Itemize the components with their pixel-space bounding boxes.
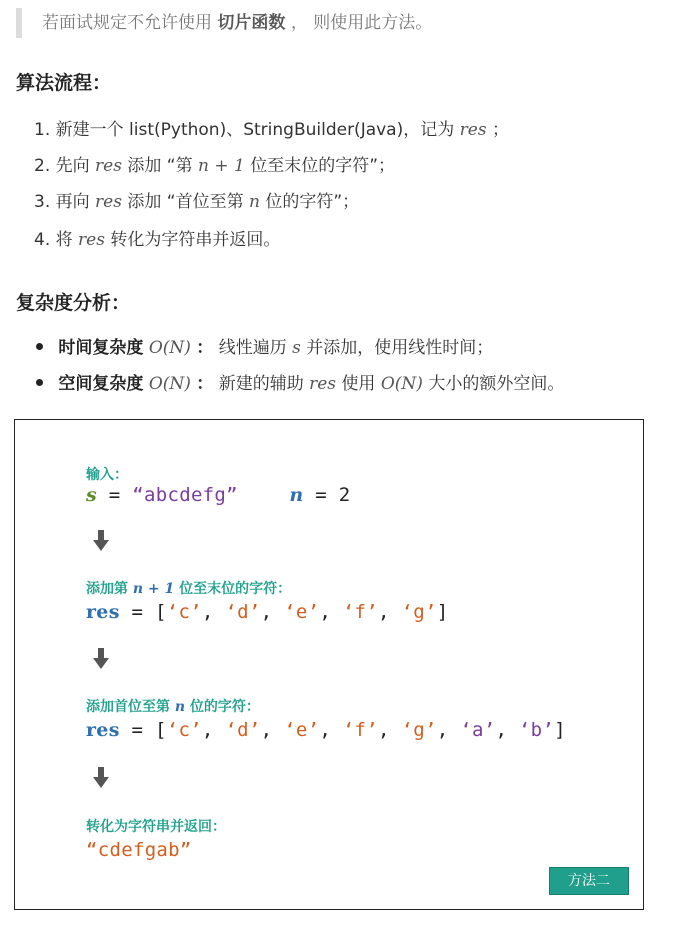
var-n: n <box>289 484 304 506</box>
step-text: 添加 “第 <box>127 156 193 176</box>
math-res: res <box>78 230 105 250</box>
note-prefix: 若面试规定不允许使用 <box>42 13 212 33</box>
bullet-dot <box>36 379 43 386</box>
math-s: s <box>292 338 301 358</box>
step2-label <box>86 696 260 716</box>
method-tag: 方法二 <box>549 867 629 895</box>
equals: = <box>131 719 144 741</box>
step-number: 3. <box>34 192 51 212</box>
step3-label: 转化为字符串并返回： <box>86 819 226 835</box>
note-suffix: ， 则使用此方法。 <box>290 13 433 33</box>
step1-suffix: 位至末位的字符： <box>179 581 292 597</box>
list-item: ‘f’ <box>342 601 379 623</box>
step2-math: n <box>174 699 186 715</box>
list-item: ‘e’ <box>284 601 320 623</box>
res-line-1: res = [‘c’, ‘d’, ‘e’, ‘f’, ‘g’] <box>86 601 449 623</box>
equals: = <box>131 601 144 623</box>
step-text: 将 <box>55 230 73 250</box>
step-text: ； <box>491 120 509 140</box>
step2-suffix: 位的字符： <box>189 699 260 715</box>
list-item: ‘b’ <box>518 719 555 741</box>
step-1 <box>34 118 509 142</box>
method-diagram <box>14 419 644 910</box>
math-n: n <box>249 192 260 212</box>
big-o: O(N) <box>148 338 191 358</box>
down-arrow-icon <box>93 767 109 789</box>
complexity-text: 新建的辅助 <box>218 374 304 394</box>
step2-prefix: 添加首位至第 <box>86 699 170 715</box>
complexity-text: 大小的额外空间。 <box>428 374 565 394</box>
step1-label <box>86 578 291 598</box>
math-res: res <box>459 120 487 140</box>
step-2 <box>34 154 395 178</box>
math-n-plus-1: n + 1 <box>198 156 245 176</box>
step1-math: n + 1 <box>132 581 175 597</box>
list-item: ‘d’ <box>225 719 261 741</box>
step-text: 添加 “首位至第 <box>127 192 244 212</box>
step-number: 2. <box>34 156 51 176</box>
list-item: ‘g’ <box>401 719 437 741</box>
note-bold: 切片函数 <box>217 13 286 33</box>
step-text: 位至末位的字符”； <box>250 156 396 176</box>
down-arrow-icon <box>93 648 109 670</box>
step-text: 转化为字符串并返回。 <box>110 230 281 250</box>
list-item: ‘d’ <box>225 601 261 623</box>
step-text: 位的字符”； <box>265 192 360 212</box>
step-4 <box>34 228 280 252</box>
complexity-space <box>36 372 564 396</box>
complexity-time <box>36 336 493 360</box>
step1-prefix: 添加第 <box>86 581 128 597</box>
step-3 <box>34 190 359 214</box>
colon: ： <box>196 374 214 394</box>
colon: ： <box>196 338 214 358</box>
step-text: 新建一个 list(Python)、StringBuilder(Java)，记为 <box>55 120 455 140</box>
input-label: 输入： <box>86 467 128 483</box>
big-o: O(N) <box>380 374 423 394</box>
s-value: “abcdefg” <box>132 484 238 506</box>
algorithm-heading: 算法流程： <box>16 72 112 94</box>
step-text: 先向 <box>55 156 90 176</box>
complexity-text: 并添加，使用线性时间； <box>306 338 494 358</box>
list-item: ‘a’ <box>460 719 496 741</box>
list-item: ‘c’ <box>166 719 202 741</box>
var-res: res <box>86 601 120 623</box>
n-value: 2 <box>338 484 351 506</box>
math-res: res <box>309 374 337 394</box>
equals: = <box>315 484 328 506</box>
list-item: ‘e’ <box>284 719 320 741</box>
res-line-2: res = [‘c’, ‘d’, ‘e’, ‘f’, ‘g’, ‘a’, ‘b’] <box>86 719 566 741</box>
down-arrow-icon <box>93 530 109 552</box>
math-res: res <box>95 192 122 212</box>
math-res: res <box>95 156 122 176</box>
complexity-heading: 复杂度分析： <box>16 292 131 314</box>
big-o: O(N) <box>148 374 191 394</box>
input-line <box>86 484 351 506</box>
list-item: ‘f’ <box>342 719 379 741</box>
list-item: ‘g’ <box>401 601 437 623</box>
complexity-label: 空间复杂度 <box>58 374 144 394</box>
result-line <box>86 839 192 861</box>
step-number: 1. <box>34 120 51 140</box>
complexity-text: 线性遍历 <box>218 338 287 358</box>
equals: = <box>108 484 121 506</box>
result-string: “cdefgab” <box>86 839 192 861</box>
bullet-dot <box>36 343 43 350</box>
var-res: res <box>86 719 120 741</box>
note-blockquote <box>16 8 656 38</box>
complexity-text: 使用 <box>341 374 376 394</box>
step-text: 再向 <box>55 192 90 212</box>
list-item: ‘c’ <box>166 601 202 623</box>
step-number: 4. <box>34 230 51 250</box>
complexity-label: 时间复杂度 <box>58 338 144 358</box>
var-s: s <box>86 484 97 506</box>
